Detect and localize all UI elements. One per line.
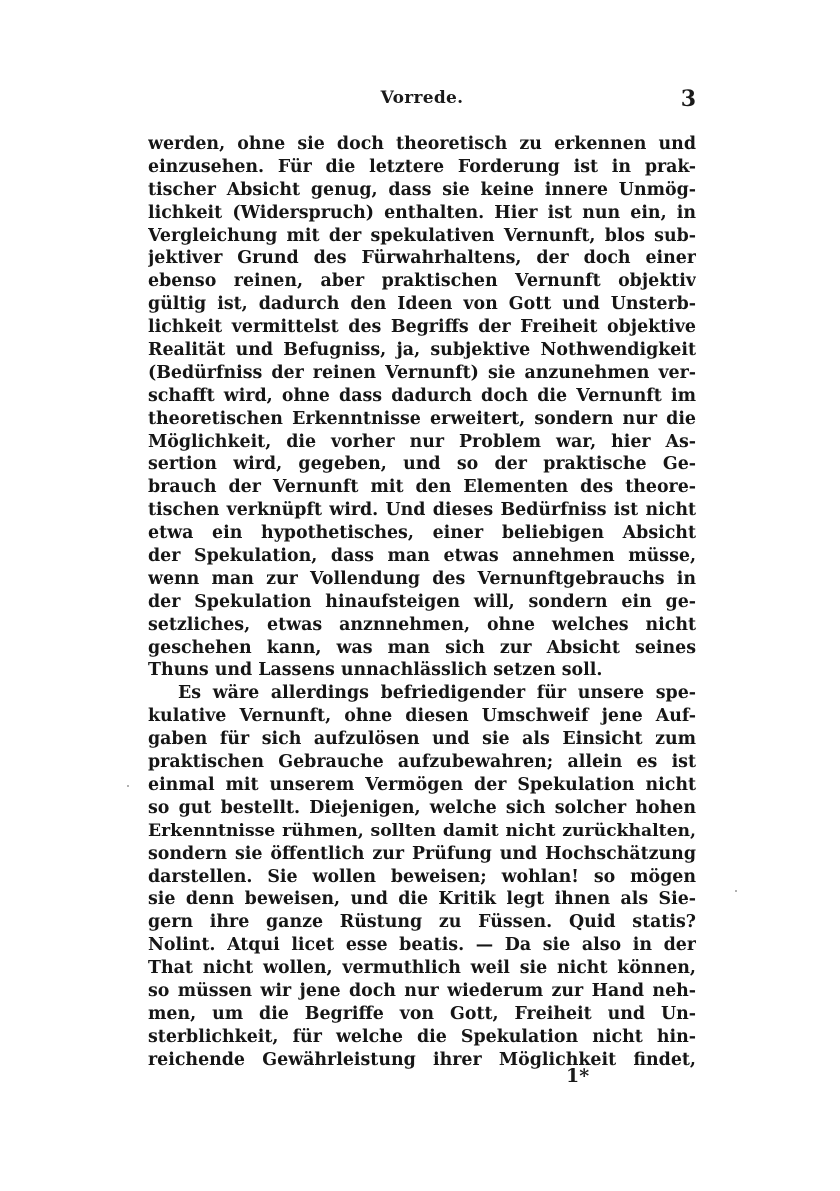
text-line: brauch der Vernunft mit den Elementen des theore- (148, 477, 696, 498)
text-line: einmal mit unserem Vermögen der Spekulation nicht (148, 774, 696, 795)
text-line: sertion wird, gegeben, und so der praktische Ge- (148, 454, 696, 475)
text-line: lichkeit vermittelst des Begriffs der Freiheit objektive (148, 317, 696, 338)
body-text (148, 133, 696, 1072)
text-line: werden, ohne sie doch theoretisch zu erkennen und (148, 134, 696, 154)
text-line: der Spekulation, dass man etwas annehmen müsse, (148, 546, 696, 567)
text-line: praktischen Gebrauche aufzubewahren; allein es ist (148, 752, 696, 773)
text-line: tischer Absicht genug, dass sie keine innere Unmög- (148, 179, 696, 200)
running-title: Vorrede. (380, 88, 464, 108)
text-line: gültig ist, dadurch den Ideen von Gott und Unsterb- (148, 294, 696, 315)
paper-speck (735, 890, 737, 892)
text-line: sterblichkeit, für welche die Spekulation nicht hin- (148, 1026, 696, 1047)
page-number: 3 (680, 86, 696, 112)
text-line: Vergleichung mit der spekulativen Vernunft, blos sub- (148, 225, 696, 246)
signature-mark: 1* (566, 1065, 590, 1087)
text-line: reichende Gewährleistung ihrer Möglichkeit findet, (148, 1049, 696, 1070)
text-line: setzliches, etwas anznnehmen, ohne welches nicht (148, 614, 696, 635)
text-line: Erkenntnisse rühmen, sollten damit nicht zurückhalten, (148, 820, 696, 841)
text-line: Nolint. Atqui licet esse beatis. — Da sie also in der (148, 935, 696, 956)
text-line: ebenso reinen, aber praktischen Vernunft objektiv (148, 271, 696, 292)
text-line: sondern sie öffentlich zur Prüfung und Hochschätzung (148, 843, 696, 864)
text-line: gaben für sich aufzulösen und sie als Einsicht zum (148, 729, 696, 750)
text-line: wenn man zur Vollendung des Vernunftgebrauchs in (148, 568, 696, 589)
text-line: (Bedürfniss der reinen Vernunft) sie anzunehmen ver- (148, 362, 696, 383)
text-line: gern ihre ganze Rüstung zu Füssen. Quid statis? (148, 912, 696, 933)
text-line: tischen verknüpft wird. Und dieses Bedürfniss ist nicht (148, 500, 696, 521)
paragraph-end-line: Thuns und Lassens unnachlässlich setzen soll. (148, 660, 603, 681)
text-line: kulative Vernunft, ohne diesen Umschweif jene Auf- (148, 706, 696, 727)
text-line: Realität und Befugniss, ja, subjektive Nothwendigkeit (148, 340, 696, 361)
text-line: schafft wird, ohne dass dadurch doch die Vernunft im (148, 385, 696, 406)
paper-speck (127, 785, 129, 787)
text-line: einzusehen. Für die letztere Forderung ist in prak- (148, 156, 696, 177)
text-line: etwa ein hypothetisches, einer beliebigen Absicht (148, 523, 696, 544)
text-line: so gut bestellt. Diejenigen, welche sich solcher hohen (148, 797, 696, 818)
text-line: Möglichkeit, die vorher nur Problem war, hier As- (148, 431, 696, 452)
text-line: der Spekulation hinaufsteigen will, sondern ein ge- (148, 591, 696, 612)
text-line: sie denn beweisen, und die Kritik legt ihnen als Sie- (148, 889, 696, 910)
text-line: jektiver Grund des Fürwahrhaltens, der doch einer (148, 248, 696, 269)
text-line: geschehen kann, was man sich zur Absicht seines (148, 637, 696, 658)
running-head (148, 88, 696, 118)
text-line: That nicht wollen, vermuthlich weil sie nicht können, (148, 958, 696, 979)
text-line: men, um die Begriffe von Gott, Freiheit und Un- (148, 1003, 696, 1024)
text-line: so müssen wir jene doch nur wiederum zur Hand neh- (148, 980, 696, 1001)
text-line: darstellen. Sie wollen beweisen; wohlan! so mögen (148, 866, 696, 887)
paragraph-start-line: Es wäre allerdings befriedigender für unsere spe- (178, 683, 696, 704)
text-line: theoretischen Erkenntnisse erweitert, sondern nur die (148, 408, 696, 429)
text-line: lichkeit (Widerspruch) enthalten. Hier ist nun ein, in (148, 202, 696, 223)
